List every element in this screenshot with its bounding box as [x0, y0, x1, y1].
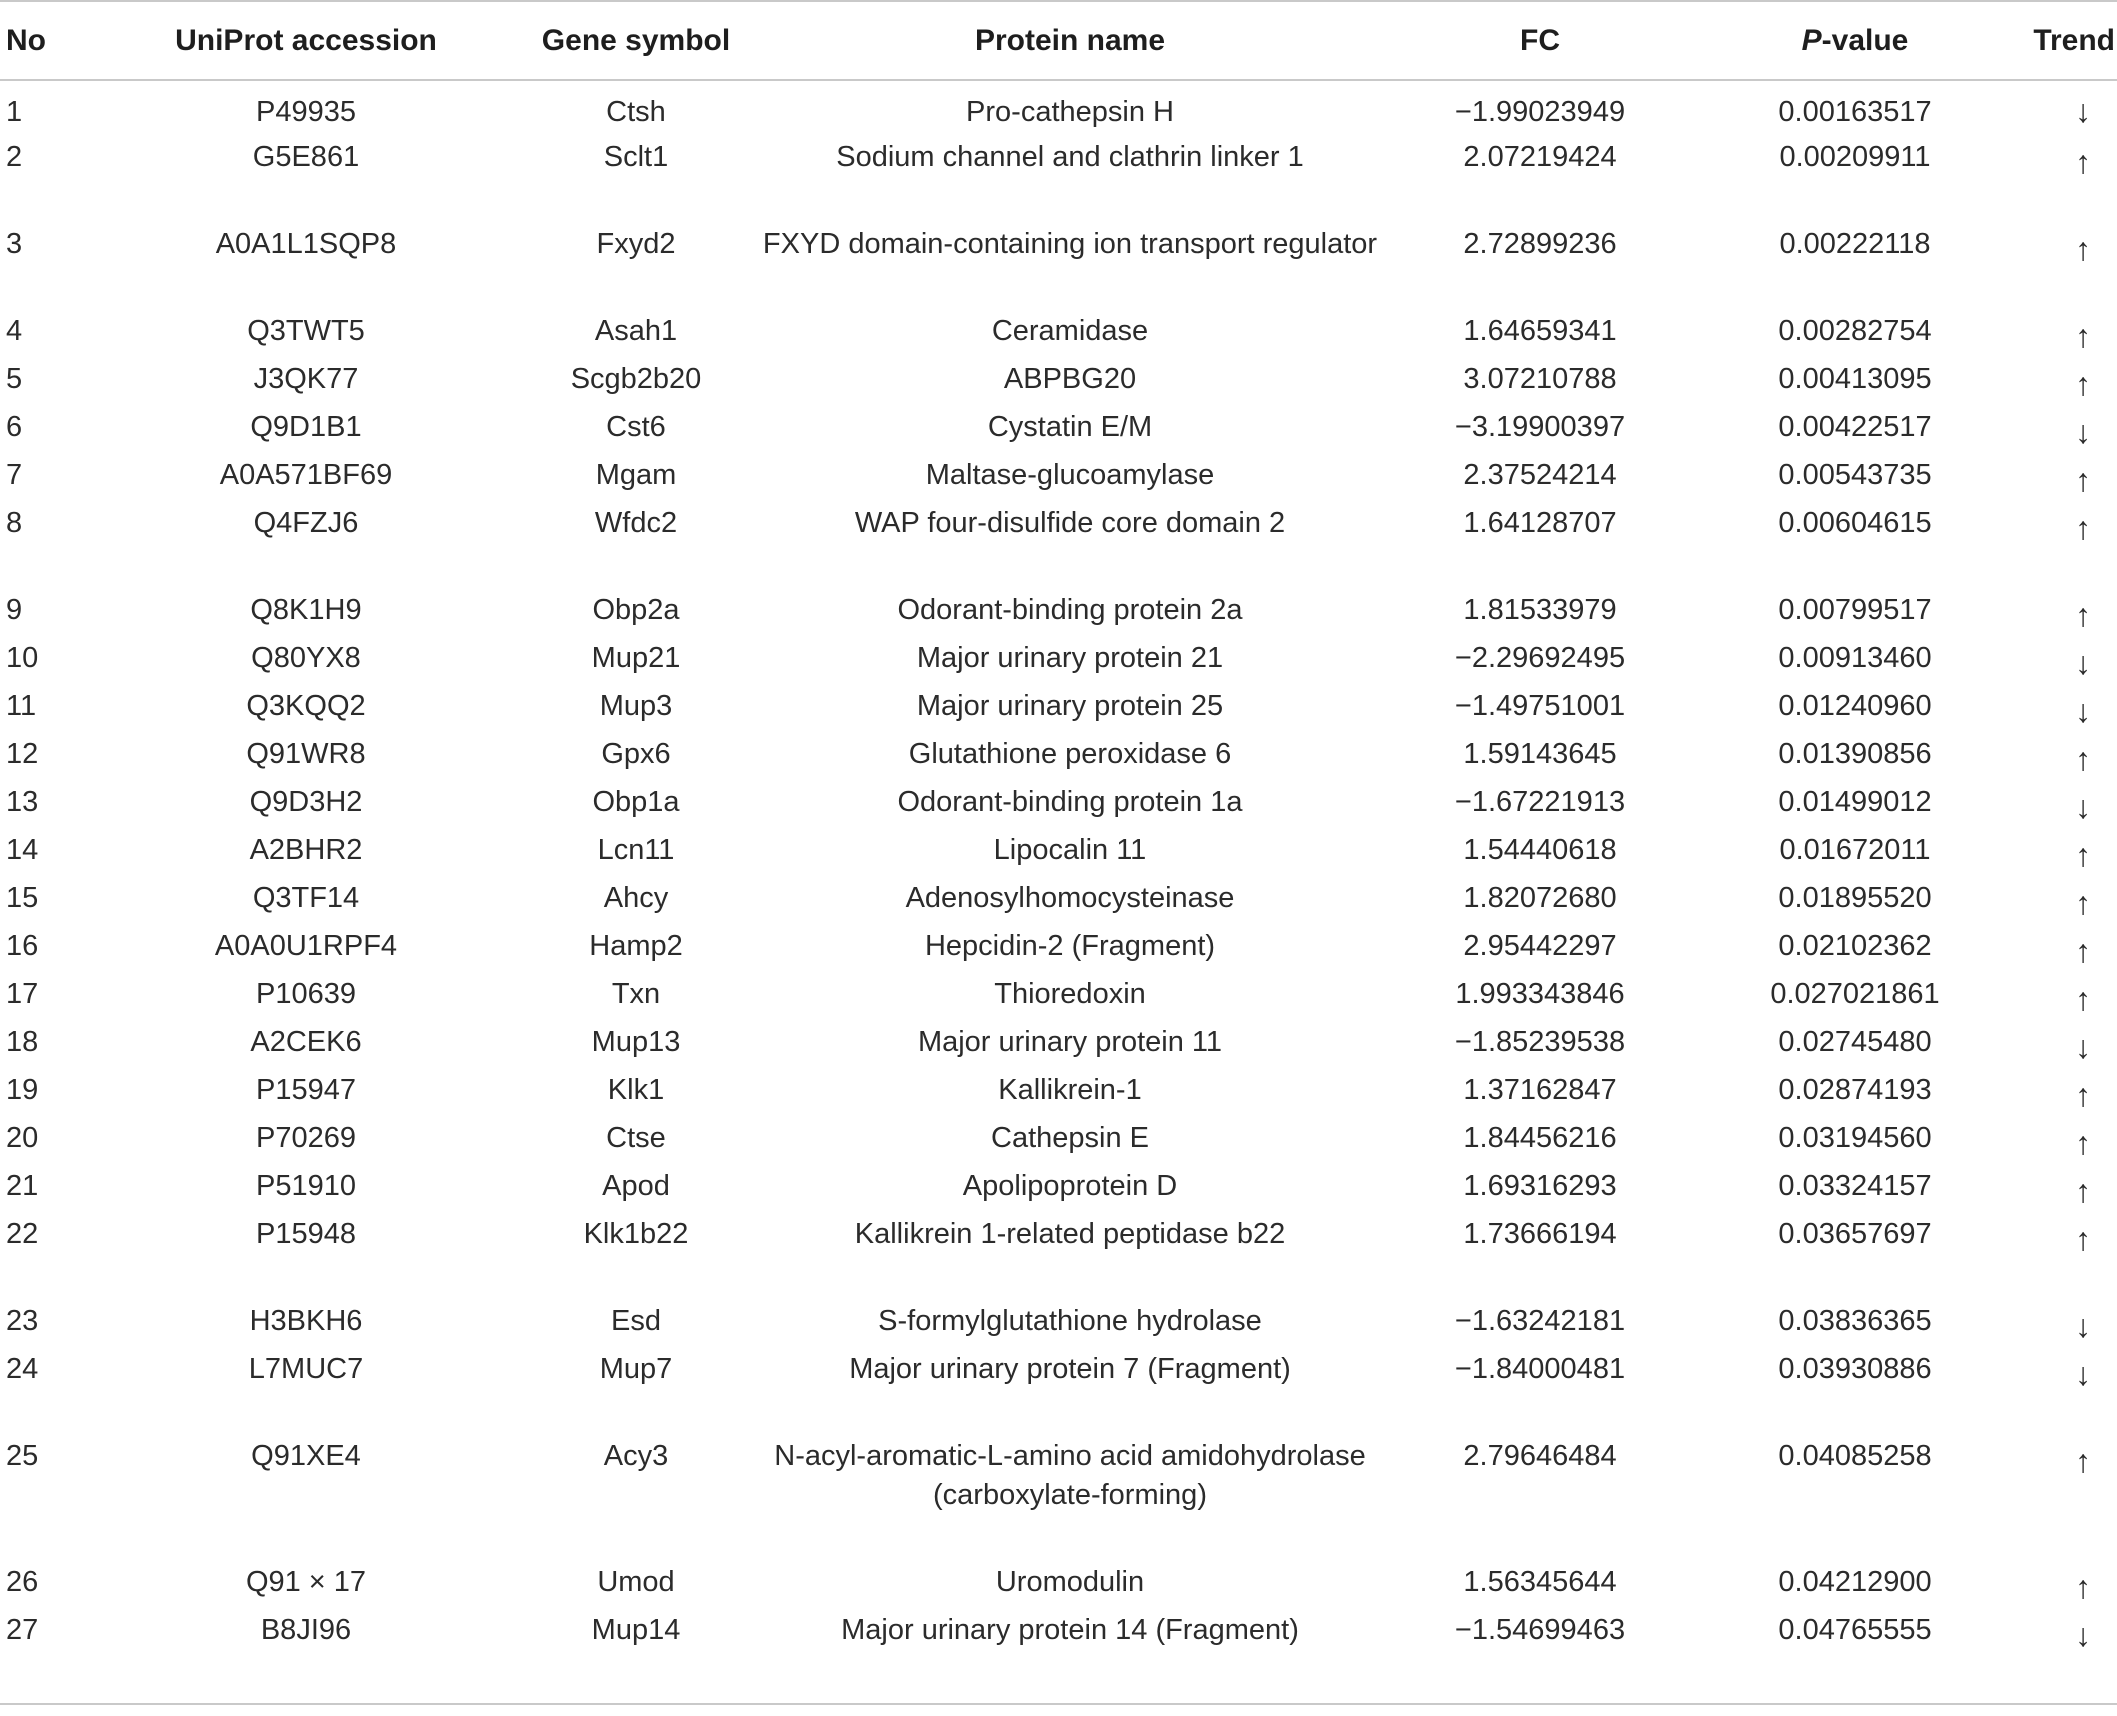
cell-gene: Sclt1 [603, 141, 669, 173]
cell-accession: A2BHR2 [249, 834, 363, 866]
cell-accession: H3BKH6 [249, 1305, 363, 1337]
header-accession: UniProt accession [90, 1, 522, 80]
cell-gene: Cst6 [606, 411, 666, 443]
cell-trend: ↓ [2075, 1029, 2091, 1065]
cell-trend: ↑ [2075, 1221, 2091, 1257]
cell-p-value: 0.01240960 [1778, 690, 1932, 722]
cell-accession: Q91WR8 [246, 738, 366, 770]
cell-fc: −3.19900397 [1454, 411, 1626, 443]
cell-gene: Wfdc2 [594, 507, 678, 539]
table-row [0, 225, 2117, 312]
header-p-value [1690, 1, 2020, 80]
table-row [0, 1215, 2117, 1302]
cell-gene: Klk1b22 [583, 1218, 689, 1250]
cell-trend: ↑ [2075, 1173, 2091, 1209]
cell-protein: WAP four-disulfide core domain 2 [854, 507, 1286, 539]
cell-protein: Ceramidase [991, 315, 1149, 347]
table-row [0, 735, 2117, 783]
cell-fc: −1.85239538 [1454, 1026, 1626, 1058]
cell-fc: −1.99023949 [1454, 96, 1626, 128]
cell-fc: −2.29692495 [1454, 642, 1626, 674]
cell-fc: −1.84000481 [1454, 1353, 1626, 1385]
cell-fc: 1.37162847 [1463, 1074, 1617, 1106]
cell-no: 16 [6, 930, 39, 962]
cell-gene: Mup7 [599, 1353, 673, 1385]
cell-p-value: 0.00413095 [1778, 363, 1932, 395]
cell-no: 25 [6, 1440, 39, 1472]
table-row [0, 975, 2117, 1023]
cell-fc: −1.67221913 [1454, 786, 1626, 818]
header-gene: Gene symbol [522, 1, 750, 80]
cell-no: 12 [6, 738, 39, 770]
table-row [0, 879, 2117, 927]
cell-trend: ↑ [2075, 1125, 2091, 1161]
cell-protein: Kallikrein 1-related peptidase b22 [854, 1218, 1286, 1250]
cell-no: 24 [6, 1353, 39, 1385]
cell-p-value: 0.03194560 [1778, 1122, 1932, 1154]
cell-protein: Glutathione peroxidase 6 [908, 738, 1232, 770]
cell-trend: ↑ [2075, 597, 2091, 633]
cell-fc: 2.72899236 [1463, 228, 1617, 260]
cell-trend: ↓ [2075, 1356, 2091, 1392]
cell-no: 2 [6, 141, 23, 173]
cell-protein: Major urinary protein 14 (Fragment) [750, 1611, 1390, 1704]
table-row [0, 1023, 2117, 1071]
cell-trend: ↑ [2075, 318, 2091, 354]
cell-protein: Kallikrein-1 [998, 1074, 1142, 1106]
cell-fc: 2.07219424 [1463, 141, 1617, 173]
cell-trend: ↓ [2075, 693, 2091, 729]
cell-accession: Q91 × 17 [245, 1566, 367, 1598]
cell-trend: ↑ [2075, 366, 2091, 402]
cell-protein: Hepcidin-2 (Fragment) [924, 930, 1216, 962]
cell-accession: P70269 [256, 1122, 356, 1154]
cell-gene: Ctsh [606, 96, 666, 128]
cell-p-value: 0.00209911 [1779, 141, 1931, 173]
table-row [0, 1563, 2117, 1611]
cell-gene: Obp1a [592, 786, 680, 818]
cell-no: 18 [6, 1026, 39, 1058]
cell-fc: 1.56345644 [1463, 1566, 1617, 1598]
cell-no: 5 [6, 363, 23, 395]
cell-protein: Major urinary protein 11 [917, 1026, 1223, 1058]
cell-no: 3 [6, 228, 23, 260]
cell-gene: Obp2a [592, 594, 680, 626]
table-row [0, 312, 2117, 360]
table-row [0, 1437, 2117, 1563]
cell-p-value: 0.03657697 [1778, 1218, 1932, 1250]
cell-fc: 2.95442297 [1463, 930, 1617, 962]
cell-fc: 1.54440618 [1463, 834, 1617, 866]
header-row [0, 1, 2117, 80]
cell-p-value: 0.04765555 [1690, 1611, 2020, 1704]
cell-protein: Apolipoprotein D [962, 1170, 1178, 1202]
cell-protein: Major urinary protein 25 [916, 690, 1224, 722]
cell-fc: −1.54699463 [1390, 1611, 1690, 1704]
cell-fc: −1.63242181 [1454, 1305, 1626, 1337]
cell-accession: Q9D1B1 [250, 411, 362, 443]
header-p-italic: P [1801, 23, 1822, 57]
cell-p-value: 0.04212900 [1778, 1566, 1932, 1598]
cell-p-value: 0.02102362 [1778, 930, 1932, 962]
header-no: No [0, 1, 90, 80]
table-row [0, 138, 2117, 225]
cell-p-value: 0.00913460 [1778, 642, 1932, 674]
cell-trend: ↑ [2075, 885, 2091, 921]
cell-trend: ↑ [2075, 144, 2091, 180]
cell-trend: ↑ [2075, 981, 2091, 1017]
cell-trend: ↑ [2075, 510, 2091, 546]
cell-p-value: 0.00604615 [1778, 507, 1932, 539]
header-fc: FC [1390, 1, 1690, 80]
cell-trend: ↓ [2020, 1611, 2117, 1704]
cell-fc: 1.73666194 [1463, 1218, 1617, 1250]
cell-gene: Esd [611, 1305, 661, 1337]
cell-accession: P49935 [256, 96, 356, 128]
cell-accession: P15947 [256, 1074, 356, 1106]
cell-trend: ↓ [2075, 414, 2091, 450]
cell-gene: Acy3 [603, 1440, 669, 1472]
cell-p-value: 0.00282754 [1778, 315, 1932, 347]
cell-accession: Q91XE4 [251, 1440, 361, 1472]
cell-accession: P10639 [256, 978, 356, 1010]
cell-accession: P51910 [256, 1170, 356, 1202]
cell-accession: G5E861 [252, 141, 360, 173]
cell-p-value: 0.03324157 [1778, 1170, 1932, 1202]
cell-fc: 1.59143645 [1463, 738, 1617, 770]
cell-gene: Hamp2 [589, 930, 683, 962]
cell-accession: J3QK77 [253, 363, 359, 395]
cell-protein: FXYD domain-containing ion transport regulator [762, 228, 1378, 260]
cell-fc: 1.64128707 [1463, 507, 1617, 539]
cell-trend: ↑ [2075, 462, 2091, 498]
cell-no: 6 [6, 411, 23, 443]
cell-protein: Lipocalin 11 [993, 834, 1147, 866]
cell-accession: L7MUC7 [248, 1353, 364, 1385]
cell-accession: A2CEK6 [250, 1026, 362, 1058]
cell-gene: Gpx6 [601, 738, 671, 770]
cell-trend: ↑ [2075, 1443, 2091, 1479]
table-row [0, 639, 2117, 687]
cell-trend: ↑ [2075, 1077, 2091, 1113]
table-row [0, 927, 2117, 975]
table-row [0, 1167, 2117, 1215]
cell-gene: Mup14 [522, 1611, 750, 1704]
cell-fc: 1.69316293 [1463, 1170, 1617, 1202]
cell-p-value: 0.00799517 [1778, 594, 1932, 626]
header-p-suffix: -value [1821, 23, 1909, 57]
cell-p-value: 0.03836365 [1778, 1305, 1932, 1337]
cell-gene: Apod [602, 1170, 670, 1202]
cell-gene: Ahcy [603, 882, 669, 914]
table-row [0, 1611, 2117, 1704]
cell-no: 22 [6, 1218, 39, 1250]
cell-fc: 2.79646484 [1463, 1440, 1617, 1472]
cell-trend: ↑ [2075, 933, 2091, 969]
cell-p-value: 0.01672011 [1779, 834, 1931, 866]
cell-accession: Q80YX8 [251, 642, 361, 674]
cell-protein: Pro-cathepsin H [966, 96, 1174, 128]
cell-protein: Maltase-glucoamylase [925, 459, 1215, 491]
cell-fc: 1.84456216 [1463, 1122, 1617, 1154]
table-row [0, 504, 2117, 591]
cell-gene: Fxyd2 [596, 228, 676, 260]
cell-p-value: 0.00422517 [1778, 411, 1932, 443]
cell-no: 23 [6, 1305, 39, 1337]
cell-protein: S-formylglutathione hydrolase [878, 1305, 1262, 1337]
table-row [0, 360, 2117, 408]
cell-trend: ↓ [2075, 645, 2091, 681]
cell-fc: −1.49751001 [1454, 690, 1626, 722]
cell-trend: ↑ [2075, 1569, 2091, 1605]
table-row [0, 831, 2117, 879]
cell-no: 26 [6, 1566, 39, 1598]
cell-no: 15 [6, 882, 39, 914]
cell-trend: ↓ [2075, 789, 2091, 825]
cell-no: 4 [6, 315, 23, 347]
cell-gene: Umod [597, 1566, 675, 1598]
cell-no: 14 [6, 834, 39, 866]
cell-protein: Cystatin E/M [987, 411, 1153, 443]
cell-no: 11 [6, 690, 37, 722]
cell-trend: ↑ [2075, 837, 2091, 873]
cell-accession: Q8K1H9 [250, 594, 362, 626]
cell-accession: Q3TWT5 [247, 315, 365, 347]
cell-p-value: 0.03930886 [1778, 1353, 1932, 1385]
cell-gene: Klk1 [607, 1074, 665, 1106]
cell-p-value: 0.00163517 [1778, 96, 1932, 128]
cell-protein: ABPBG20 [1003, 363, 1137, 395]
cell-no: 8 [6, 507, 23, 539]
table-row [0, 1071, 2117, 1119]
cell-no: 13 [6, 786, 39, 818]
cell-fc: 2.37524214 [1463, 459, 1617, 491]
cell-gene: Mup13 [591, 1026, 681, 1058]
cell-p-value: 0.00222118 [1779, 228, 1931, 260]
cell-protein: Major urinary protein 21 [916, 642, 1224, 674]
cell-no: 27 [0, 1611, 90, 1704]
table-row [0, 456, 2117, 504]
cell-trend: ↑ [2075, 231, 2091, 267]
cell-no: 1 [6, 96, 23, 128]
cell-no: 7 [6, 459, 23, 491]
header-protein: Protein name [750, 1, 1390, 80]
table-row [0, 1302, 2117, 1350]
cell-gene: Txn [611, 978, 661, 1010]
cell-fc: 3.07210788 [1463, 363, 1617, 395]
cell-gene: Asah1 [594, 315, 678, 347]
cell-protein: Uromodulin [995, 1566, 1145, 1598]
table-header [0, 1, 2117, 80]
cell-p-value: 0.01390856 [1778, 738, 1932, 770]
cell-protein: Cathepsin E [991, 1122, 1149, 1154]
table-row [0, 1350, 2117, 1437]
table-row [0, 80, 2117, 138]
cell-accession: A0A1L1SQP8 [215, 228, 397, 260]
table-row [0, 783, 2117, 831]
cell-fc: 1.82072680 [1463, 882, 1617, 914]
cell-gene: Mgam [595, 459, 677, 491]
cell-p-value: 0.00543735 [1778, 459, 1932, 491]
cell-p-value: 0.027021861 [1770, 978, 1940, 1010]
cell-fc: 1.81533979 [1463, 594, 1617, 626]
cell-p-value: 0.02874193 [1778, 1074, 1932, 1106]
cell-accession: Q3KQQ2 [246, 690, 366, 722]
cell-p-value: 0.04085258 [1778, 1440, 1932, 1472]
table-row [0, 1119, 2117, 1167]
table-body [0, 80, 2117, 1704]
cell-protein: Thioredoxin [994, 978, 1146, 1010]
cell-no: 19 [6, 1074, 39, 1106]
cell-p-value: 0.01499012 [1778, 786, 1932, 818]
cell-protein: Sodium channel and clathrin linker 1 [836, 141, 1304, 173]
table-row [0, 687, 2117, 735]
cell-protein: Odorant-binding protein 1a [897, 786, 1243, 818]
cell-gene: Lcn11 [597, 834, 675, 866]
cell-p-value: 0.02745480 [1778, 1026, 1932, 1058]
cell-no: 17 [6, 978, 39, 1010]
cell-no: 10 [6, 642, 39, 674]
cell-gene: Mup21 [591, 642, 681, 674]
header-trend: Trend [2020, 1, 2117, 80]
cell-accession: P15948 [256, 1218, 356, 1250]
cell-fc: 1.64659341 [1463, 315, 1617, 347]
cell-accession: Q3TF14 [252, 882, 360, 914]
cell-accession: B8JI96 [90, 1611, 522, 1704]
cell-accession: A0A571BF69 [219, 459, 393, 491]
cell-no: 21 [6, 1170, 39, 1202]
cell-fc: 1.993343846 [1455, 978, 1625, 1010]
cell-no: 20 [6, 1122, 39, 1154]
cell-no: 9 [6, 594, 23, 626]
cell-accession: Q4FZJ6 [253, 507, 359, 539]
cell-gene: Mup3 [599, 690, 673, 722]
cell-protein: Major urinary protein 7 (Fragment) [849, 1353, 1291, 1385]
cell-accession: A0A0U1RPF4 [214, 930, 398, 962]
cell-trend: ↑ [2075, 741, 2091, 777]
cell-trend: ↓ [2075, 93, 2091, 129]
table-row [0, 408, 2117, 456]
cell-protein: Adenosylhomocysteinase [905, 882, 1235, 914]
cell-protein: N-acyl-aromatic-L-amino acid amidohydrolase (carboxylate-forming) [774, 1440, 1366, 1511]
table-row [0, 591, 2117, 639]
cell-gene: Scgb2b20 [570, 363, 702, 395]
cell-accession: Q9D3H2 [249, 786, 363, 818]
cell-p-value: 0.01895520 [1778, 882, 1932, 914]
cell-gene: Ctse [606, 1122, 666, 1154]
cell-trend: ↓ [2075, 1308, 2091, 1344]
cell-protein: Odorant-binding protein 2a [897, 594, 1243, 626]
